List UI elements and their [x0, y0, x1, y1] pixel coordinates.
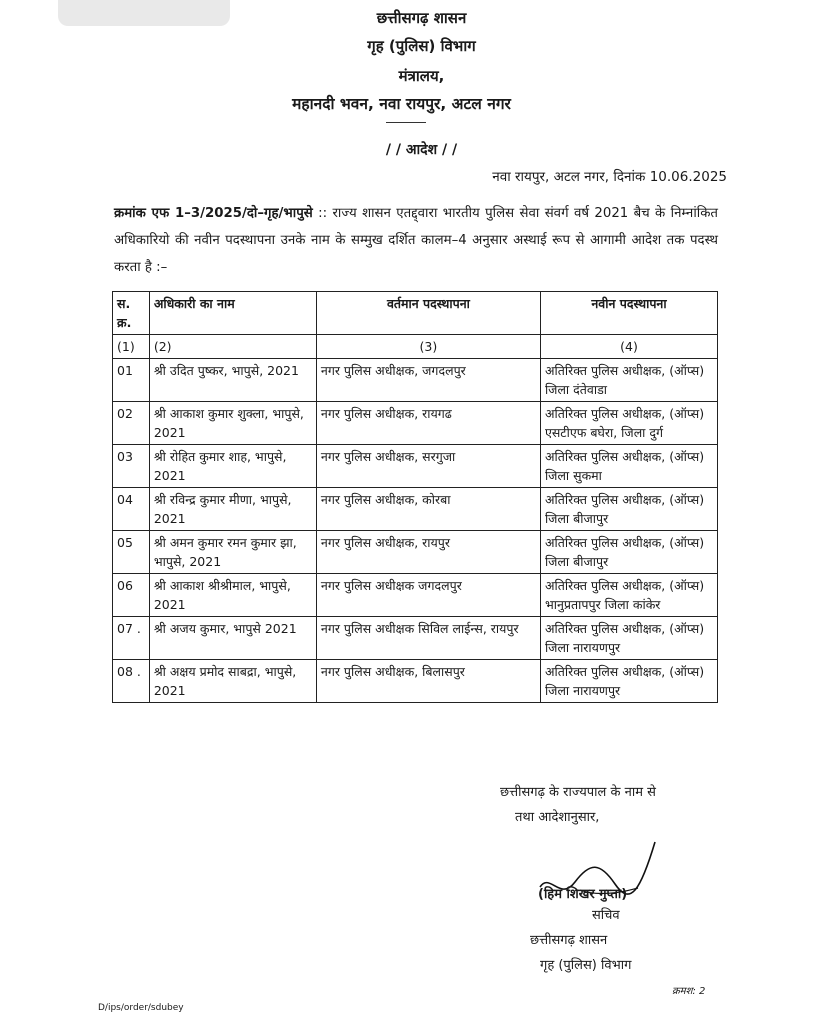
closing-line-2: तथा आदेशानुसार,	[515, 810, 600, 825]
cell-current: नगर पुलिस अधीक्षक, रायपुर	[316, 531, 540, 574]
table-header-row	[113, 292, 718, 335]
table-row	[113, 531, 718, 574]
order-title: / / आदेश / /	[385, 142, 458, 158]
col-header-new: नवीन पदस्थापना	[540, 292, 717, 335]
cell-current: नगर पुलिस अधीक्षक सिविल लाईन्स, रायपुर	[316, 617, 540, 660]
table-row	[113, 574, 718, 617]
cell-new: अतिरिक्त पुलिस अधीक्षक, (ऑप्स) जिला बीजापुर	[540, 488, 717, 531]
cell-new: अतिरिक्त पुलिस अधीक्षक, (ऑप्स) जिला नारायणपुर	[540, 617, 717, 660]
cell-current: नगर पुलिस अधीक्षक, बिलासपुर	[316, 660, 540, 703]
dateline: नवा रायपुर, अटल नगर, दिनांक 10.06.2025	[492, 169, 727, 185]
posting-table	[112, 291, 718, 703]
header-government: छत्तीसगढ़ शासन	[376, 9, 467, 27]
cell-new: अतिरिक्त पुलिस अधीक्षक, (ऑप्स) जिला नारायणपुर	[540, 660, 717, 703]
table-row	[113, 488, 718, 531]
cell-name: श्री आकाश श्रीश्रीमाल, भापुसे, 2021	[149, 574, 316, 617]
table-row	[113, 359, 718, 402]
cell-name: श्री अक्षय प्रमोद साबद्रा, भापुसे, 2021	[149, 660, 316, 703]
col-header-name: अधिकारी का नाम	[149, 292, 316, 335]
cell-sno: 08 .	[113, 660, 150, 703]
col-number: (3)	[316, 335, 540, 359]
cell-new: अतिरिक्त पुलिस अधीक्षक, (ऑप्स) भानुप्रतापपुर जिला कांकेर	[540, 574, 717, 617]
table-row	[113, 617, 718, 660]
cell-sno: 02	[113, 402, 150, 445]
order-paragraph	[114, 200, 718, 281]
table-row	[113, 445, 718, 488]
table-row	[113, 402, 718, 445]
cell-name: श्री रविन्द्र कुमार मीणा, भापुसे, 2021	[149, 488, 316, 531]
table-row	[113, 660, 718, 703]
header-ministry: मंत्रालय,	[398, 67, 445, 85]
col-number: (2)	[149, 335, 316, 359]
cell-current: नगर पुलिस अधीक्षक, कोरबा	[316, 488, 540, 531]
footer-file-path: D/ips/order/sdubey	[98, 1003, 184, 1013]
cell-name: श्री रोहित कुमार शाह, भापुसे, 2021	[149, 445, 316, 488]
cell-sno: 05	[113, 531, 150, 574]
cell-current: नगर पुलिस अधीक्षक, रायगढ	[316, 402, 540, 445]
cell-current: नगर पुलिस अधीक्षक, जगदलपुर	[316, 359, 540, 402]
closing-line-1: छत्तीसगढ़ के राज्यपाल के नाम से	[500, 785, 656, 800]
cell-new: अतिरिक्त पुलिस अधीक्षक, (ऑप्स) जिला दंतेवाडा	[540, 359, 717, 402]
order-reference: क्रमांक एफ 1–3/2025/दो–गृह/भापुसे	[114, 206, 313, 221]
closing-block	[500, 780, 656, 830]
cell-sno: 04	[113, 488, 150, 531]
cell-new: अतिरिक्त पुलिस अधीक्षक, (ऑप्स) जिला सुकमा	[540, 445, 717, 488]
cell-sno: 07 .	[113, 617, 150, 660]
cell-sno: 01	[113, 359, 150, 402]
signatory-designation: सचिव	[592, 908, 620, 923]
col-number: (1)	[113, 335, 150, 359]
col-header-sno: स. क्र.	[113, 292, 150, 335]
cell-new: अतिरिक्त पुलिस अधीक्षक, (ऑप्स) जिला बीजापुर	[540, 531, 717, 574]
footer-continued: क्रमश: 2	[672, 986, 706, 997]
cell-name: श्री अमन कुमार रमन कुमार झा, भापुसे, 2021	[149, 531, 316, 574]
order-text: :: राज्य शासन एतद्द्वारा भारतीय पुलिस सेवा संवर्ग वर्ष 2021 बैच के निम्नांकित अधिकारियो की नवीन पदस्थापना उनके नाम के सम्मुख दर्शित कालम–4 अनुसार अस्थाई रूप से आगामी आदेश तक पदस्थ करता है :–	[114, 206, 718, 275]
table-colnum-row	[113, 335, 718, 359]
cell-current: नगर पुलिस अधीक्षक जगदलपुर	[316, 574, 540, 617]
cell-name: श्री उदित पुष्कर, भापुसे, 2021	[149, 359, 316, 402]
col-number: (4)	[540, 335, 717, 359]
signatory-org-2: गृह (पुलिस) विभाग	[540, 958, 632, 973]
cell-name: श्री आकाश कुमार शुक्ला, भापुसे, 2021	[149, 402, 316, 445]
cell-sno: 06	[113, 574, 150, 617]
header-divider	[386, 122, 426, 123]
signatory-name: (हिम शिखर गुप्ता)	[538, 887, 628, 902]
header-department: गृह (पुलिस) विभाग	[367, 37, 476, 55]
cell-name: श्री अजय कुमार, भापुसे 2021	[149, 617, 316, 660]
cell-new: अतिरिक्त पुलिस अधीक्षक, (ऑप्स) एसटीएफ बघेरा, जिला दुर्ग	[540, 402, 717, 445]
header-address: महानदी भवन, नवा रायपुर, अटल नगर	[292, 95, 511, 113]
signatory-org-1: छत्तीसगढ़ शासन	[530, 933, 608, 948]
cell-sno: 03	[113, 445, 150, 488]
cell-current: नगर पुलिस अधीक्षक, सरगुजा	[316, 445, 540, 488]
col-header-current: वर्तमान पदस्थापना	[316, 292, 540, 335]
